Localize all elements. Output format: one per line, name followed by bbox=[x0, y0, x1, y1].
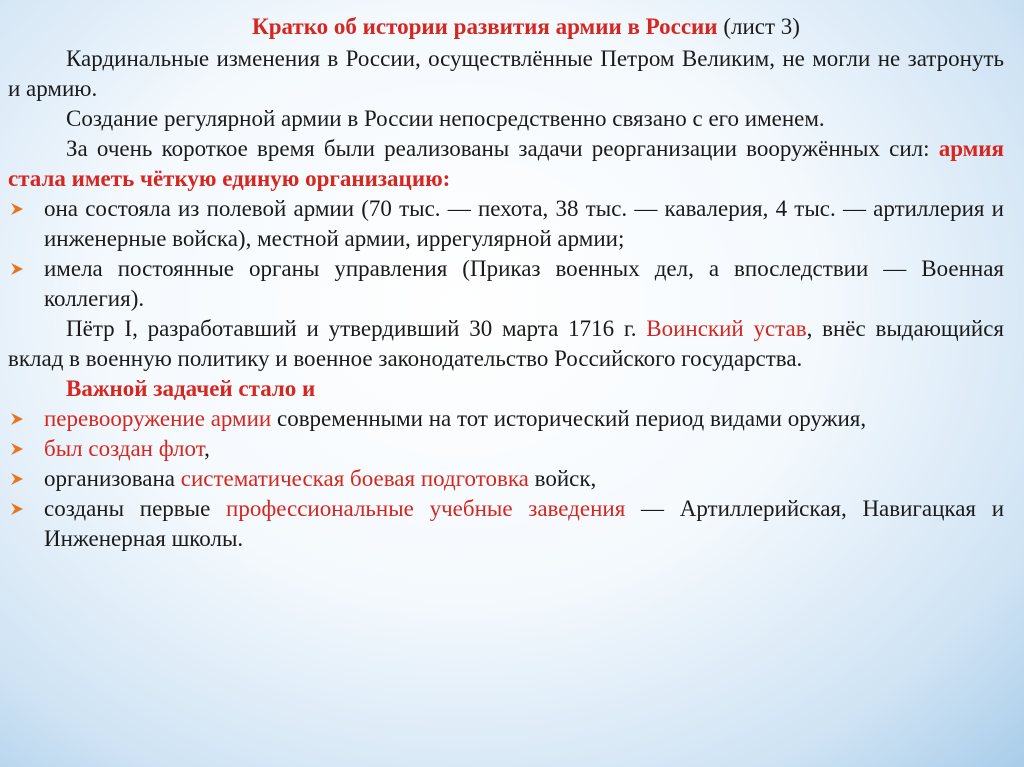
paragraph-reorganization bbox=[8, 134, 1004, 194]
bullet-text: она состояла из полевой армии (70 тыс. — пехота, 38 тыс. — кавалерия, 4 тыс. — артиллерия и инженерные войска), местной армии, иррегулярной армии; bbox=[44, 196, 1004, 251]
slide-content bbox=[8, 12, 1004, 554]
list-item bbox=[8, 494, 1004, 554]
title-main: Кратко об истории развития армии в России bbox=[252, 14, 718, 39]
task-heading: Важной задачей стало и bbox=[66, 376, 316, 401]
task-text: современными на тот исторический период видами оружия, bbox=[271, 406, 867, 431]
title-sheet: (лист 3) bbox=[717, 14, 800, 39]
arrow-bullet-icon bbox=[10, 202, 24, 216]
ustav-highlight: Воинский устав bbox=[646, 316, 807, 341]
paragraph-ustav bbox=[8, 314, 1004, 374]
reorganization-highlight: армия стала иметь чёткую единую организацию: bbox=[8, 136, 1004, 191]
arrow-bullet-icon bbox=[10, 472, 24, 486]
paragraph-regular-army: Создание регулярной армии в России непосредственно связано с его именем. bbox=[66, 106, 825, 131]
task-text-before: созданы первые bbox=[44, 496, 227, 521]
paragraph-reforms: Кардинальные изменения в России, осуществлённые Петром Великим, не могли не затронуть и армию. bbox=[8, 46, 1004, 101]
task-highlight: систематическая боевая подготовка bbox=[180, 466, 529, 491]
arrow-bullet-icon bbox=[10, 262, 24, 276]
arrow-bullet-icon bbox=[10, 442, 24, 456]
task-text: — Артиллерийская, Навигацкая и Инженерная школы. bbox=[44, 496, 1005, 551]
task-highlight: был создан флот bbox=[44, 436, 205, 461]
task-text: , bbox=[204, 436, 210, 461]
reorganization-text: За очень короткое время были реализованы задачи реорганизации вооружённых сил: bbox=[66, 136, 939, 161]
list-item bbox=[8, 434, 1004, 464]
task-text: войск, bbox=[528, 466, 597, 491]
ustav-before: Пётр I, разработавший и утвердивший 30 марта 1716 г. bbox=[66, 316, 647, 341]
task-highlight: перевооружение армии bbox=[44, 406, 272, 431]
arrow-bullet-icon bbox=[10, 502, 24, 516]
bullet-text: имела постоянные органы управления (Приказ военных дел, а впоследствии — Военная коллегия). bbox=[44, 256, 1004, 311]
list-item bbox=[8, 254, 1004, 314]
task-highlight: профессиональные учебные заведения bbox=[226, 496, 626, 521]
list-item bbox=[8, 404, 1004, 434]
slide-title bbox=[8, 12, 1004, 42]
ustav-after: , внёс выдающийся вклад в военную политику и военное законодательство Российского государства. bbox=[8, 316, 1004, 371]
task-text-before: организована bbox=[44, 466, 181, 491]
arrow-bullet-icon bbox=[10, 412, 24, 426]
list-item bbox=[8, 464, 1004, 494]
list-item bbox=[8, 194, 1004, 254]
